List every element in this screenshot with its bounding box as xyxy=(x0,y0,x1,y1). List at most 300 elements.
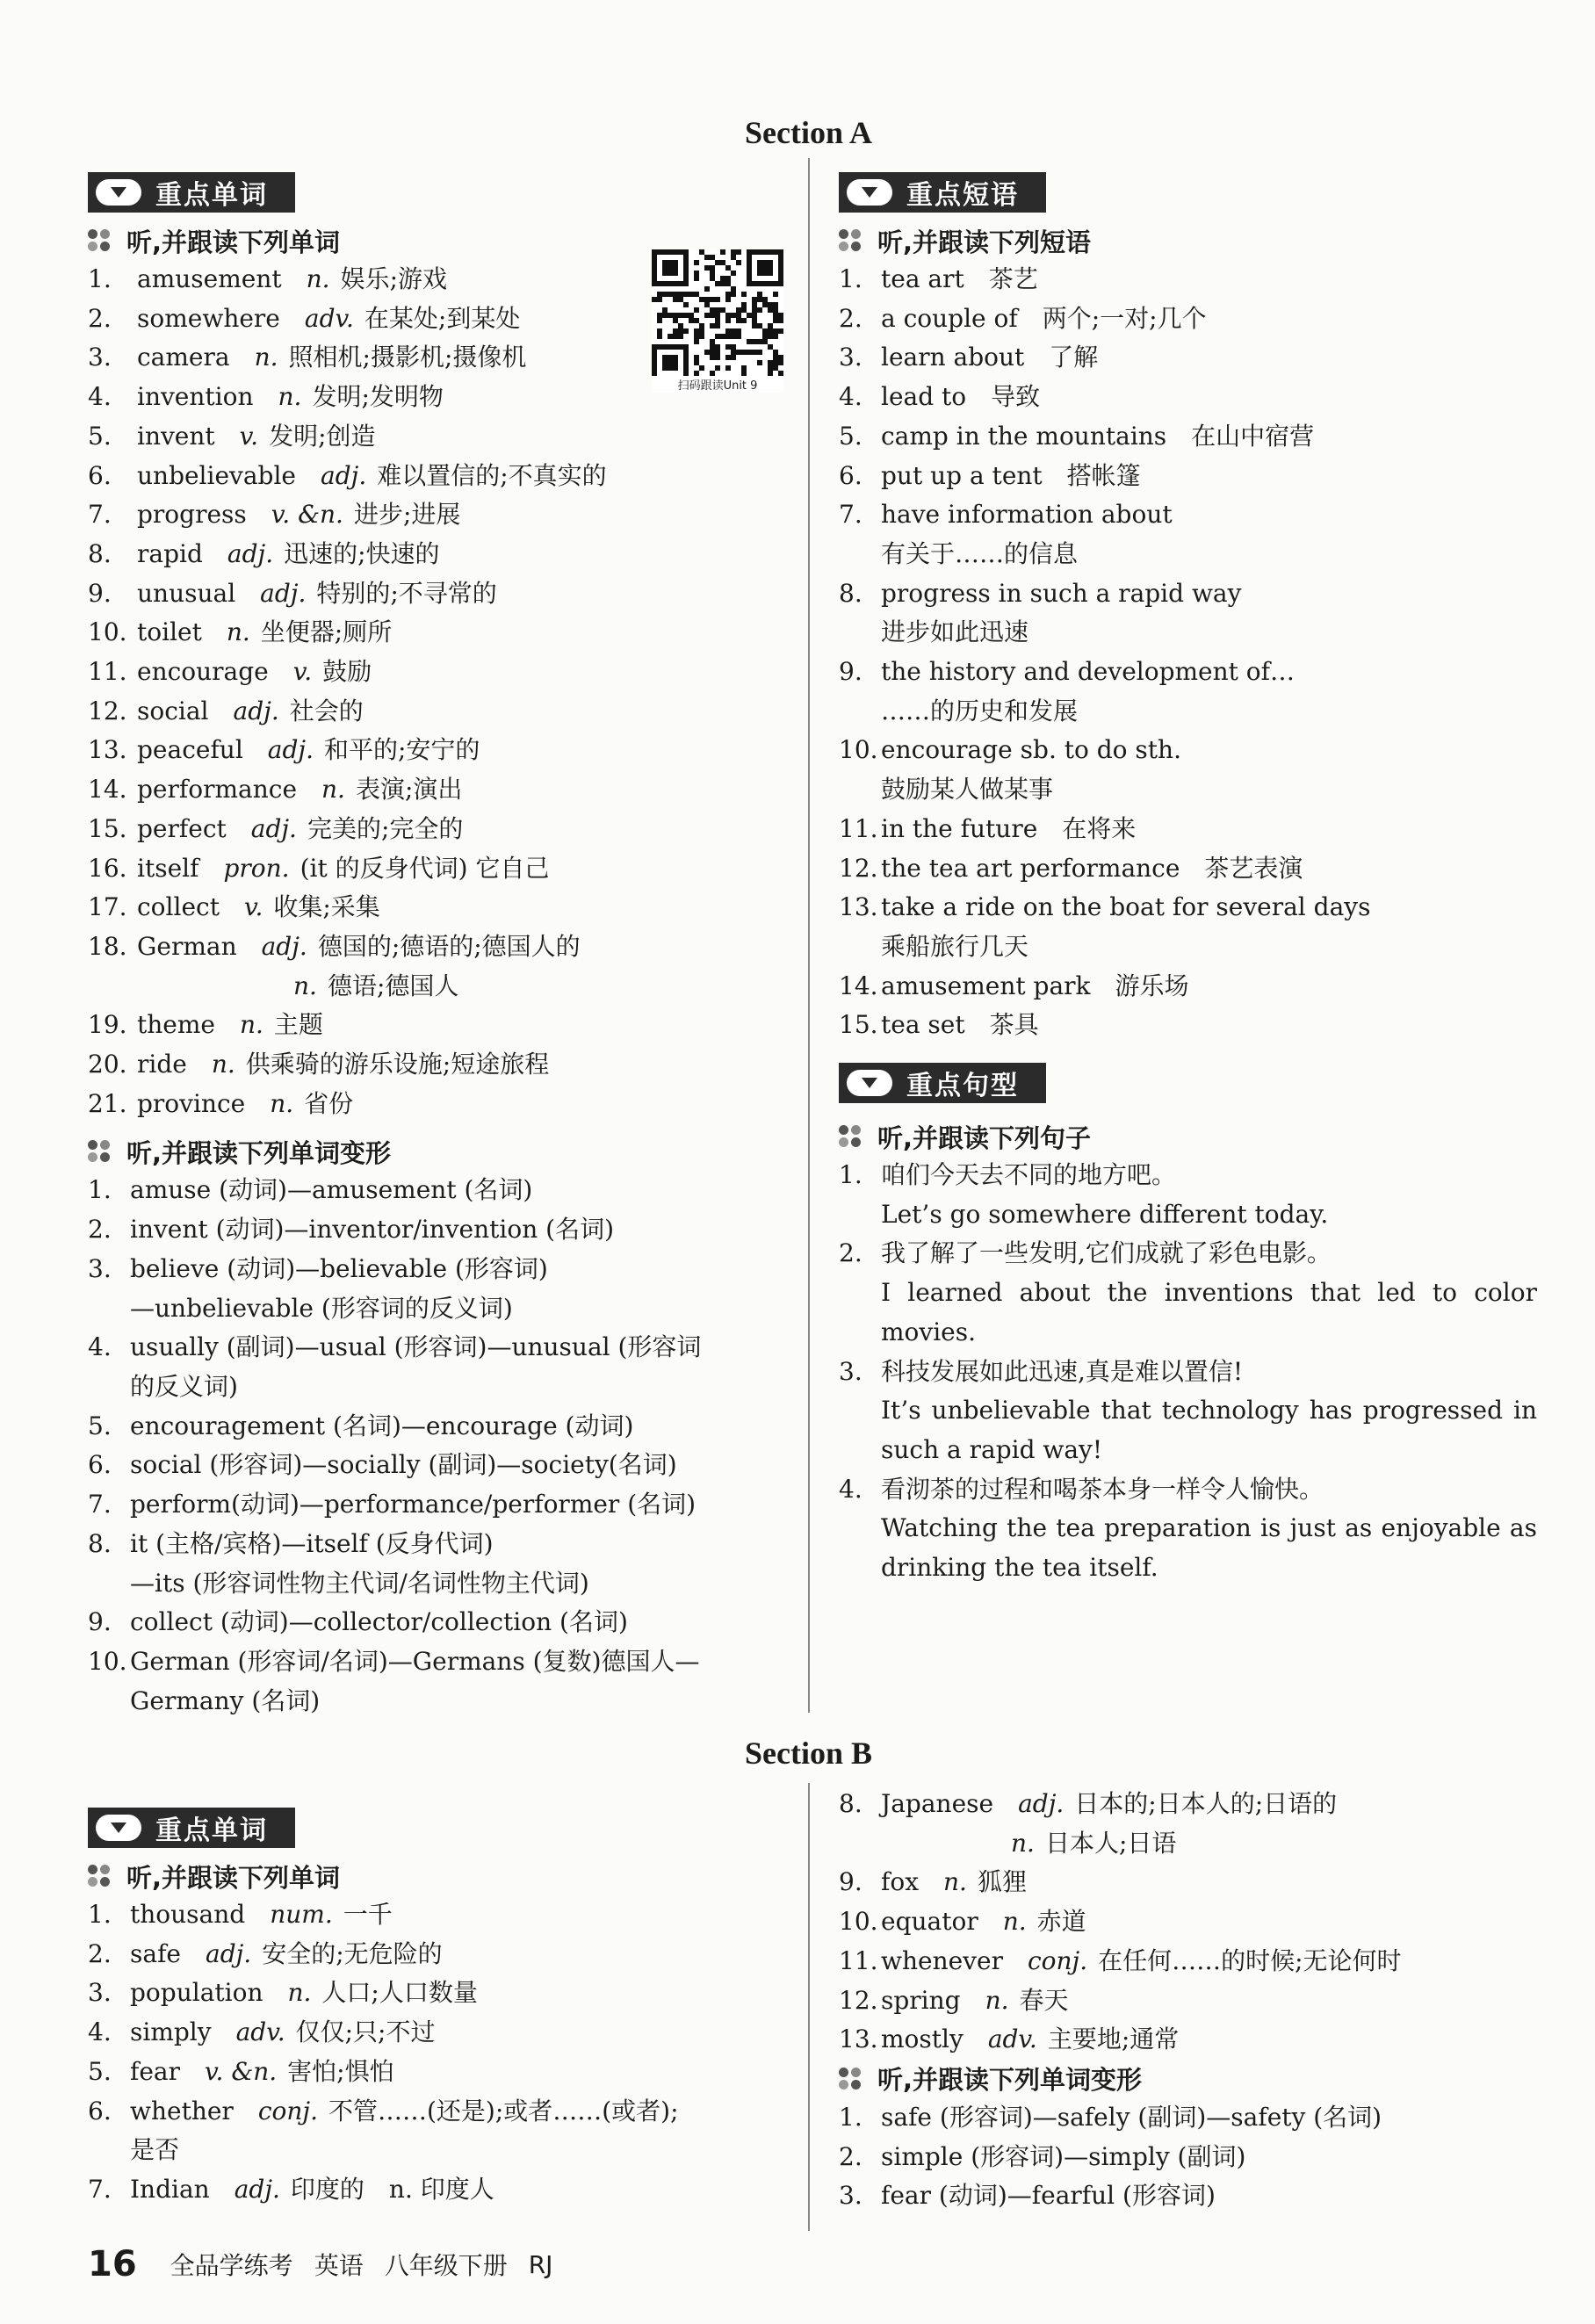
part-of-speech: adv. xyxy=(235,2017,285,2047)
item-number xyxy=(839,1391,881,1431)
part-of-speech: n. xyxy=(1002,1907,1027,1937)
item-number: 4. xyxy=(88,382,112,412)
item-number: 12. xyxy=(839,853,878,883)
part-of-speech: conj. xyxy=(257,2096,318,2126)
word: theme xyxy=(137,1010,215,1040)
item-text: learn about 了解 xyxy=(881,343,1099,372)
item-text: Watching the tea preparation is just as enjoyable as xyxy=(881,1513,1537,1543)
word-row xyxy=(88,1085,790,1124)
item-number: 10. xyxy=(839,1907,878,1937)
item-text: 科技发展如此迅速,真是难以置信! xyxy=(881,1356,1244,1386)
part-of-speech: n. xyxy=(306,264,330,293)
text-row xyxy=(839,967,1541,1007)
item-number: 1. xyxy=(839,1160,862,1190)
item-number: 7. xyxy=(88,1490,112,1519)
item-number: 7. xyxy=(88,2174,112,2204)
item-text: Let’s go somewhere different today. xyxy=(881,1199,1329,1229)
text-row xyxy=(839,692,1541,732)
text-row xyxy=(839,1195,1537,1235)
text-row xyxy=(839,1274,1537,1313)
text-row xyxy=(839,457,1541,496)
audio-dots-icon xyxy=(839,2068,865,2090)
word-row xyxy=(88,574,790,614)
item-number xyxy=(839,613,881,653)
item-text: such a rapid way! xyxy=(881,1434,1103,1464)
item-number: 6. xyxy=(88,2096,112,2126)
item-text: tea art 茶艺 xyxy=(881,264,1038,293)
item-number: 9. xyxy=(88,1607,112,1637)
item-text: the history and development of… xyxy=(881,657,1295,687)
item-number: 11. xyxy=(839,813,878,843)
part-of-speech: n. xyxy=(287,1978,312,2008)
meaning: 照相机;摄影机;摄像机 xyxy=(288,343,527,372)
item-text: 我了解了一些发明,它们成就了彩色电影。 xyxy=(881,1238,1332,1268)
word: performance xyxy=(137,775,298,805)
word-row xyxy=(88,2131,790,2170)
word-row xyxy=(88,967,790,1007)
part-of-speech: adj. xyxy=(261,931,307,961)
item-number: 1. xyxy=(88,264,112,293)
item-number: 15. xyxy=(839,1010,878,1040)
item-number: 9. xyxy=(839,1867,862,1897)
item-text: perform(动词)—performance/performer (名词) xyxy=(130,1490,696,1519)
section-a-title: Section A xyxy=(745,115,873,150)
word-row xyxy=(88,2170,790,2210)
item-text: social (形容词)—socially (副词)—society(名词) xyxy=(130,1450,677,1480)
item-text: simple (形容词)—simply (副词) xyxy=(881,2141,1246,2171)
item-text: It’s unbelievable that technology has progressed in xyxy=(881,1396,1537,1425)
audio-dots-icon xyxy=(839,1125,865,1148)
item-number xyxy=(88,1368,130,1407)
item-text: it (主格/宾格)—itself (反身代词) xyxy=(130,1528,494,1558)
word-row xyxy=(88,535,790,574)
word-row xyxy=(839,1902,1541,1942)
part-of-speech: v. &n. xyxy=(205,2056,278,2086)
word-row xyxy=(88,849,790,889)
word-row xyxy=(839,1785,1541,1824)
section-a-left-column xyxy=(88,172,790,1721)
item-number: 4. xyxy=(839,1474,862,1504)
text-row xyxy=(839,417,1541,457)
item-number: 2. xyxy=(839,1238,862,1268)
text-row xyxy=(839,1391,1537,1431)
meaning: 特别的;不寻常的 xyxy=(316,578,497,608)
text-row xyxy=(88,1210,790,1250)
text-row xyxy=(839,2176,1541,2216)
item-number xyxy=(839,1195,881,1235)
item-number xyxy=(839,1824,881,1864)
item-text: 进步如此迅速 xyxy=(881,617,1029,647)
item-number xyxy=(88,1564,130,1604)
word: mostly xyxy=(881,2024,963,2054)
text-row xyxy=(88,1564,790,1604)
text-row xyxy=(839,1156,1537,1195)
item-number: 6. xyxy=(88,460,112,490)
qr-code[interactable] xyxy=(652,249,783,397)
meaning: (it 的反身代词) 它自己 xyxy=(300,853,550,883)
word-row xyxy=(88,653,790,692)
audio-dots-icon xyxy=(839,229,865,252)
part-of-speech: n. xyxy=(293,971,317,1000)
part-of-speech: n. xyxy=(943,1867,967,1897)
meaning: 鼓励 xyxy=(322,657,372,687)
item-text: ……的历史和发展 xyxy=(881,696,1079,725)
word-row xyxy=(839,1824,1541,1864)
meaning: 主题 xyxy=(273,1010,323,1040)
item-number: 4. xyxy=(88,1332,112,1362)
word-list xyxy=(88,1895,790,2210)
item-number: 12. xyxy=(839,1985,878,2015)
part-of-speech: n. xyxy=(239,1010,263,1040)
text-row xyxy=(88,1171,790,1210)
word: social xyxy=(137,696,209,725)
text-row xyxy=(839,613,1541,653)
item-number: 7. xyxy=(88,500,112,530)
text-row xyxy=(839,338,1541,378)
meaning: 主要地;通常 xyxy=(1047,2024,1180,2054)
meaning: 坐便器;厕所 xyxy=(260,617,393,647)
meaning: 娱乐;游戏 xyxy=(340,264,447,293)
edition: RJ xyxy=(528,2249,553,2279)
phrase-list xyxy=(839,260,1541,1045)
text-row xyxy=(839,1234,1537,1274)
text-row xyxy=(839,1353,1537,1392)
meaning: 在某处;到某处 xyxy=(364,303,521,333)
meaning: 狐狸 xyxy=(977,1867,1027,1897)
item-number: 16. xyxy=(88,853,127,883)
word: whether xyxy=(130,2096,234,2126)
meaning: 害怕;惧怕 xyxy=(287,2056,394,2086)
item-number: 2. xyxy=(88,1215,112,1245)
word-row xyxy=(88,888,790,927)
text-row xyxy=(839,1548,1537,1588)
meaning: 迅速的;快速的 xyxy=(284,538,440,568)
item-number: 3. xyxy=(839,2181,862,2211)
meaning: 在任何……的时候;无论何时 xyxy=(1098,1945,1402,1975)
sentence-list xyxy=(839,1156,1537,1588)
item-number: 18. xyxy=(88,931,127,961)
text-row xyxy=(88,1407,790,1447)
chevron-down-icon xyxy=(847,179,892,206)
word: somewhere xyxy=(137,303,280,333)
item-text: the tea art performance 茶艺表演 xyxy=(881,853,1303,883)
text-row xyxy=(839,495,1541,535)
part-of-speech: n. xyxy=(985,1985,1009,2015)
word: peaceful xyxy=(137,735,243,765)
text-row xyxy=(839,260,1541,300)
section-b-right-column xyxy=(839,1785,1541,2216)
word: thousand xyxy=(130,1900,246,1929)
part-of-speech: adj. xyxy=(1018,1789,1065,1818)
text-row xyxy=(839,1006,1541,1045)
meaning: 发明;创造 xyxy=(269,421,376,451)
sentences-instruction: 听,并跟读下列句子 xyxy=(839,1117,1541,1156)
text-row xyxy=(88,1289,790,1329)
item-number: 13. xyxy=(88,735,127,765)
part-of-speech: v. xyxy=(239,421,259,451)
meaning: 春天 xyxy=(1019,1985,1069,2015)
item-number: 4. xyxy=(839,382,862,412)
text-row xyxy=(839,535,1541,574)
word: fox xyxy=(881,1867,920,1897)
word: spring xyxy=(881,1985,961,2015)
item-text: tea set 茶具 xyxy=(881,1010,1039,1040)
text-row xyxy=(839,770,1541,810)
audio-dots-icon xyxy=(88,1140,114,1163)
part-of-speech: num. xyxy=(270,1900,333,1929)
item-number: 8. xyxy=(88,538,112,568)
words-instruction: 听,并跟读下列单词 xyxy=(88,1857,790,1895)
word: population xyxy=(130,1978,263,2008)
meaning: 难以置信的;不真实的 xyxy=(377,460,607,490)
audio-dots-icon xyxy=(88,1865,114,1887)
text-row xyxy=(88,1485,790,1525)
key-words-badge: 重点单词 xyxy=(88,172,295,213)
meaning: 表演;演出 xyxy=(355,775,463,805)
column-divider xyxy=(808,158,810,1713)
word: whenever xyxy=(881,1945,1003,1975)
item-number: 8. xyxy=(88,1528,112,1558)
item-number: 10. xyxy=(88,1646,127,1676)
text-row xyxy=(839,1313,1537,1353)
word: rapid xyxy=(137,538,203,568)
item-number: 12. xyxy=(88,696,127,725)
word-row xyxy=(88,1895,790,1935)
item-number: 6. xyxy=(839,460,862,490)
item-text: encouragement (名词)—encourage (动词) xyxy=(130,1411,634,1440)
word: encourage xyxy=(137,657,269,687)
item-text: safe (形容词)—safely (副词)—safety (名词) xyxy=(881,2102,1382,2132)
text-row xyxy=(839,927,1541,967)
meaning: 不管……(还是);或者……(或者); xyxy=(328,2096,679,2126)
part-of-speech: adv. xyxy=(304,303,354,333)
word: 是否 xyxy=(130,2135,180,2165)
part-of-speech: adj. xyxy=(206,1938,252,1968)
part-of-speech: n. xyxy=(278,382,302,412)
section-b-left-column xyxy=(88,1808,790,2210)
text-row xyxy=(88,1603,790,1642)
page-footer xyxy=(88,2244,552,2284)
item-number: 3. xyxy=(839,343,862,372)
column-divider xyxy=(808,1783,810,2231)
part-of-speech: n. xyxy=(254,343,278,372)
word-row xyxy=(88,810,790,849)
item-number: 17. xyxy=(88,892,127,922)
item-number xyxy=(88,1289,130,1329)
word: safe xyxy=(130,1938,181,1968)
item-number: 2. xyxy=(88,1938,112,1968)
item-number xyxy=(839,692,881,732)
part-of-speech: v. xyxy=(243,892,263,922)
part-of-speech: adj. xyxy=(227,538,274,568)
meaning: 赤道 xyxy=(1036,1907,1086,1937)
item-text: encourage sb. to do sth. xyxy=(881,735,1181,765)
item-number: 7. xyxy=(839,500,862,530)
meaning: 一千 xyxy=(343,1900,393,1929)
text-row xyxy=(839,378,1541,417)
text-row xyxy=(88,1525,790,1564)
item-text: 咱们今天去不同的地方吧。 xyxy=(881,1160,1177,1190)
chevron-down-icon xyxy=(96,1815,141,1841)
word-row xyxy=(839,1981,1541,2021)
part-of-speech: n. xyxy=(211,1050,235,1079)
phrases-instruction: 听,并跟读下列短语 xyxy=(839,221,1541,260)
word: ride xyxy=(137,1050,187,1079)
part-of-speech: adj. xyxy=(234,2174,280,2204)
word: progress xyxy=(137,500,247,530)
text-row xyxy=(839,1470,1537,1510)
text-row xyxy=(839,2098,1541,2138)
text-row xyxy=(839,888,1541,927)
item-number: 13. xyxy=(839,892,878,922)
part-of-speech: n. xyxy=(321,775,345,805)
key-sentences-badge: 重点句型 xyxy=(839,1063,1046,1103)
word-row xyxy=(88,417,790,457)
word-row xyxy=(88,1974,790,2013)
word-list xyxy=(839,1785,1541,2060)
item-text: in the future 在将来 xyxy=(881,813,1137,843)
item-text: —its (形容词性物主代词/名词性物主代词) xyxy=(130,1568,589,1598)
part-of-speech: v. xyxy=(292,657,313,687)
item-text: —unbelievable (形容词的反义词) xyxy=(130,1293,513,1323)
word: province xyxy=(137,1088,246,1118)
qr-caption: 扫码跟读Unit 9 xyxy=(652,376,783,393)
item-number: 3. xyxy=(88,343,112,372)
book-title: 全品学练考 xyxy=(170,2251,293,2280)
section-b-title: Section B xyxy=(745,1736,873,1771)
item-number: 9. xyxy=(88,578,112,608)
item-number: 15. xyxy=(88,813,127,843)
meaning: 安全的;无危险的 xyxy=(262,1938,443,1968)
item-text: lead to 导致 xyxy=(881,382,1041,412)
item-number xyxy=(839,1313,881,1353)
grade: 八年级下册 xyxy=(384,2251,508,2280)
item-text: 看沏茶的过程和喝茶本身一样令人愉快。 xyxy=(881,1474,1324,1504)
item-number: 1. xyxy=(839,264,862,293)
words-instruction: 听,并跟读下列单词 xyxy=(88,221,790,260)
item-text: 鼓励某人做某事 xyxy=(881,775,1054,805)
item-text: movies. xyxy=(881,1317,977,1346)
item-number xyxy=(839,1548,881,1588)
word-row xyxy=(88,1935,790,1974)
key-phrases-badge: 重点短语 xyxy=(839,172,1046,213)
item-number: 2. xyxy=(839,303,862,333)
text-row xyxy=(839,653,1541,692)
meaning: 和平的;安宁的 xyxy=(324,735,480,765)
word-row xyxy=(88,927,790,967)
text-row xyxy=(88,1642,790,1682)
item-text: usually (副词)—usual (形容词)—unusual (形容词 xyxy=(130,1332,702,1362)
wordform-list xyxy=(88,1171,790,1721)
item-number: 1. xyxy=(88,1900,112,1929)
part-of-speech: conj. xyxy=(1027,1945,1088,1975)
item-number xyxy=(88,2131,130,2170)
item-number xyxy=(839,535,881,574)
word-row xyxy=(88,1045,790,1085)
meaning: 印度的 n. 印度人 xyxy=(290,2174,494,2204)
item-text: 乘船旅行几天 xyxy=(881,931,1029,961)
text-row xyxy=(839,810,1541,849)
word-row xyxy=(88,495,790,535)
item-text: 的反义词) xyxy=(130,1371,238,1401)
part-of-speech: adv. xyxy=(987,2024,1037,2054)
part-of-speech: n. xyxy=(1011,1828,1035,1858)
item-number: 3. xyxy=(88,1253,112,1283)
item-number: 2. xyxy=(839,2141,862,2171)
page-number: 16 xyxy=(88,2244,137,2284)
item-number: 6. xyxy=(88,1450,112,1480)
chevron-down-icon xyxy=(96,179,141,206)
text-row xyxy=(88,1368,790,1407)
chevron-down-icon xyxy=(847,1070,892,1096)
part-of-speech: n. xyxy=(226,617,250,647)
word: equator xyxy=(881,1907,978,1937)
word: collect xyxy=(137,892,220,922)
item-text: 有关于……的信息 xyxy=(881,538,1079,568)
meaning: 省份 xyxy=(304,1088,354,1118)
part-of-speech: adj. xyxy=(250,813,297,843)
meaning: 仅仅;只;不过 xyxy=(295,2017,436,2047)
item-number: 5. xyxy=(88,2056,112,2086)
word: amusement xyxy=(137,264,282,293)
item-number: 9. xyxy=(839,657,862,687)
word: simply xyxy=(130,2017,212,2047)
item-number: 14. xyxy=(839,971,878,1000)
word: Indian xyxy=(130,2174,210,2204)
text-row xyxy=(839,2138,1541,2177)
item-number: 19. xyxy=(88,1010,127,1040)
item-text: collect (动词)—collector/collection (名词) xyxy=(130,1607,628,1637)
item-number xyxy=(839,1274,881,1313)
wordforms-instruction: 听,并跟读下列单词变形 xyxy=(88,1132,790,1171)
subject: 英语 xyxy=(314,2251,364,2280)
meaning: 完美的;完全的 xyxy=(307,813,464,843)
meaning: 供乘骑的游乐设施;短途旅程 xyxy=(245,1050,550,1079)
word: perfect xyxy=(137,813,227,843)
word-row xyxy=(88,2053,790,2092)
item-number: 21. xyxy=(88,1088,127,1118)
item-text: drinking the tea itself. xyxy=(881,1553,1158,1583)
item-number: 1. xyxy=(88,1175,112,1205)
part-of-speech: adj. xyxy=(233,696,279,725)
item-text: believe (动词)—believable (形容词) xyxy=(130,1253,548,1283)
word: fear xyxy=(130,2056,181,2086)
item-number xyxy=(839,1431,881,1470)
word-row xyxy=(88,731,790,770)
meaning: 收集;采集 xyxy=(273,892,380,922)
part-of-speech: adj. xyxy=(260,578,307,608)
text-row xyxy=(839,1509,1537,1548)
item-number: 14. xyxy=(88,775,127,805)
item-text: have information about xyxy=(881,500,1173,530)
wordforms-instruction: 听,并跟读下列单词变形 xyxy=(839,2060,1541,2098)
word-row xyxy=(839,1942,1541,1981)
part-of-speech: adj. xyxy=(321,460,367,490)
part-of-speech: v. &n. xyxy=(271,500,343,530)
item-number: 3. xyxy=(839,1356,862,1386)
word: Japanese xyxy=(881,1789,994,1818)
word-row xyxy=(839,1863,1541,1902)
text-row xyxy=(839,731,1541,770)
item-number: 10. xyxy=(839,735,878,765)
word: invention xyxy=(137,382,254,412)
word xyxy=(137,967,269,1007)
item-text: take a ride on the boat for several days xyxy=(881,892,1371,922)
item-text: put up a tent 搭帐篷 xyxy=(881,460,1141,490)
word-row xyxy=(88,1006,790,1045)
text-row xyxy=(88,1446,790,1485)
item-number: 11. xyxy=(88,657,127,687)
